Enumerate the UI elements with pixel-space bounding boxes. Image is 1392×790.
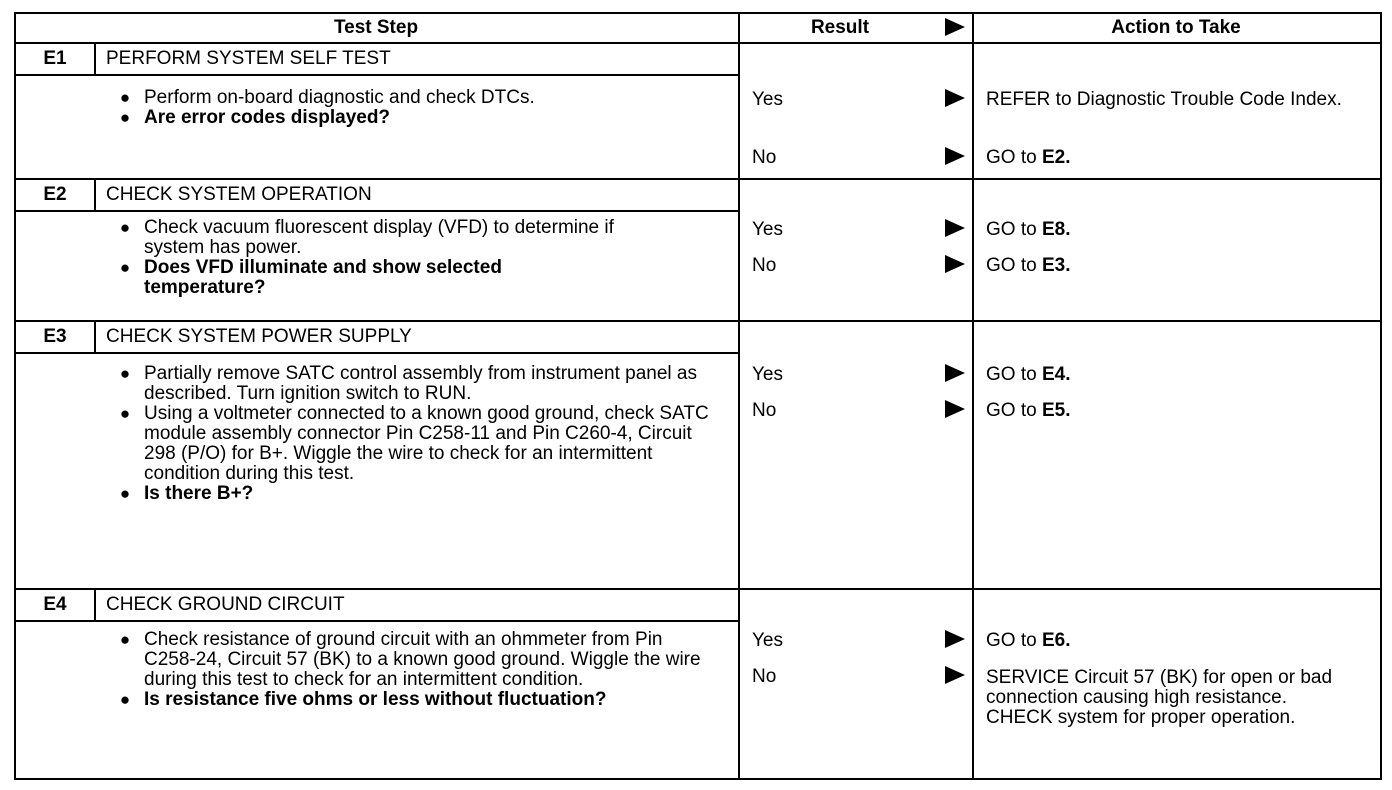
arrow-icon bbox=[945, 219, 965, 237]
bullet-icon: ● bbox=[119, 258, 131, 277]
action-prefix: GO to bbox=[986, 630, 1042, 651]
result-yes: Yes bbox=[752, 89, 783, 110]
step-id: E1 bbox=[43, 48, 67, 69]
bullet-text: Check vacuum fluorescent display (VFD) to determine if system has power. bbox=[144, 217, 614, 258]
step-title: CHECK SYSTEM POWER SUPPLY bbox=[106, 326, 412, 347]
bullet-question: Are error codes displayed? bbox=[144, 107, 391, 128]
result-yes: Yes bbox=[752, 219, 783, 240]
bullet-icon: ● bbox=[119, 404, 131, 423]
bullet-icon: ● bbox=[119, 484, 131, 503]
action-text bbox=[986, 256, 1374, 276]
header-action: Action to Take bbox=[1111, 17, 1241, 38]
bullet-text: Check resistance of ground circuit with an ohmmeter from Pin C258-24, Circuit 57 (BK) to a known good ground. Wiggle the wire during this test to check for an intermittent condition. bbox=[144, 629, 701, 690]
bullet-item bbox=[106, 404, 714, 484]
bullet-icon: ● bbox=[119, 108, 131, 127]
action-text: SERVICE Circuit 57 (BK) for open or bad connection causing high resistance. CHECK system for proper operation. bbox=[986, 667, 1333, 728]
action-step-ref: E4. bbox=[1041, 364, 1071, 385]
step-id: E3 bbox=[43, 326, 67, 347]
arrow-icon bbox=[945, 400, 965, 418]
action-text bbox=[986, 631, 1374, 651]
arrow-icon bbox=[945, 630, 965, 648]
bullet-question: Is resistance five ohms or less without fluctuation? bbox=[144, 689, 607, 710]
step-id: E2 bbox=[43, 184, 67, 205]
action-prefix: GO to bbox=[986, 364, 1042, 385]
step-body bbox=[106, 364, 714, 504]
step-body bbox=[106, 88, 728, 128]
step-body bbox=[106, 218, 626, 298]
bullet-item bbox=[106, 258, 626, 298]
result-no: No bbox=[752, 255, 777, 276]
arrow-icon bbox=[945, 147, 965, 165]
step-title: CHECK GROUND CIRCUIT bbox=[106, 594, 345, 615]
action-step-ref: E8. bbox=[1041, 219, 1071, 240]
arrow-icon bbox=[945, 666, 965, 684]
bullet-icon: ● bbox=[119, 364, 131, 383]
bullet-text: Partially remove SATC control assembly from instrument panel as described. Turn ignition switch to RUN. bbox=[144, 363, 697, 404]
bullet-item bbox=[106, 690, 716, 710]
header-result: Result bbox=[810, 17, 870, 38]
header-test-step: Test Step bbox=[333, 17, 419, 38]
step-body bbox=[106, 630, 716, 710]
bullet-item bbox=[106, 364, 714, 404]
action-step-ref: E2. bbox=[1041, 147, 1071, 168]
action-prefix: GO to bbox=[986, 219, 1042, 240]
action-text: REFER to Diagnostic Trouble Code Index. bbox=[986, 89, 1342, 110]
bullet-item bbox=[106, 484, 714, 504]
action-step-ref: E6. bbox=[1041, 630, 1071, 651]
action-step-ref: E5. bbox=[1041, 400, 1071, 421]
step-id: E4 bbox=[43, 594, 67, 615]
bullet-icon: ● bbox=[119, 218, 131, 237]
result-no: No bbox=[752, 666, 777, 687]
arrow-icon bbox=[945, 364, 965, 382]
bullet-item bbox=[106, 88, 728, 108]
action-prefix: GO to bbox=[986, 147, 1042, 168]
arrow-icon bbox=[945, 89, 965, 107]
result-no: No bbox=[752, 400, 777, 421]
bullet-question: Does VFD illuminate and show selected temperature? bbox=[144, 257, 502, 298]
bullet-item bbox=[106, 218, 626, 258]
arrow-icon bbox=[945, 255, 965, 273]
action-text bbox=[986, 365, 1374, 385]
action-text bbox=[986, 148, 1374, 168]
step-title: PERFORM SYSTEM SELF TEST bbox=[106, 48, 391, 69]
action-text bbox=[986, 401, 1374, 421]
action-step-ref: E3. bbox=[1041, 255, 1071, 276]
result-no: No bbox=[752, 147, 777, 168]
action-text bbox=[986, 220, 1374, 240]
bullet-question: Is there B+? bbox=[144, 483, 254, 504]
step-title: CHECK SYSTEM OPERATION bbox=[106, 184, 372, 205]
action-prefix: GO to bbox=[986, 400, 1042, 421]
bullet-icon: ● bbox=[119, 88, 131, 107]
bullet-item bbox=[106, 108, 728, 128]
header-arrow-icon bbox=[945, 18, 965, 36]
bullet-icon: ● bbox=[119, 690, 131, 709]
bullet-text: Using a voltmeter connected to a known good ground, check SATC module assembly connector Pin C258-11 and Pin C260-4, Circuit 298 (P/O) for B+. Wiggle the wire to check for an intermittent condition during this test. bbox=[144, 403, 709, 484]
result-yes: Yes bbox=[752, 364, 783, 385]
bullet-icon: ● bbox=[119, 630, 131, 649]
result-yes: Yes bbox=[752, 630, 783, 651]
action-prefix: GO to bbox=[986, 255, 1042, 276]
bullet-text: Perform on-board diagnostic and check DTCs. bbox=[144, 87, 535, 108]
bullet-item bbox=[106, 630, 716, 690]
